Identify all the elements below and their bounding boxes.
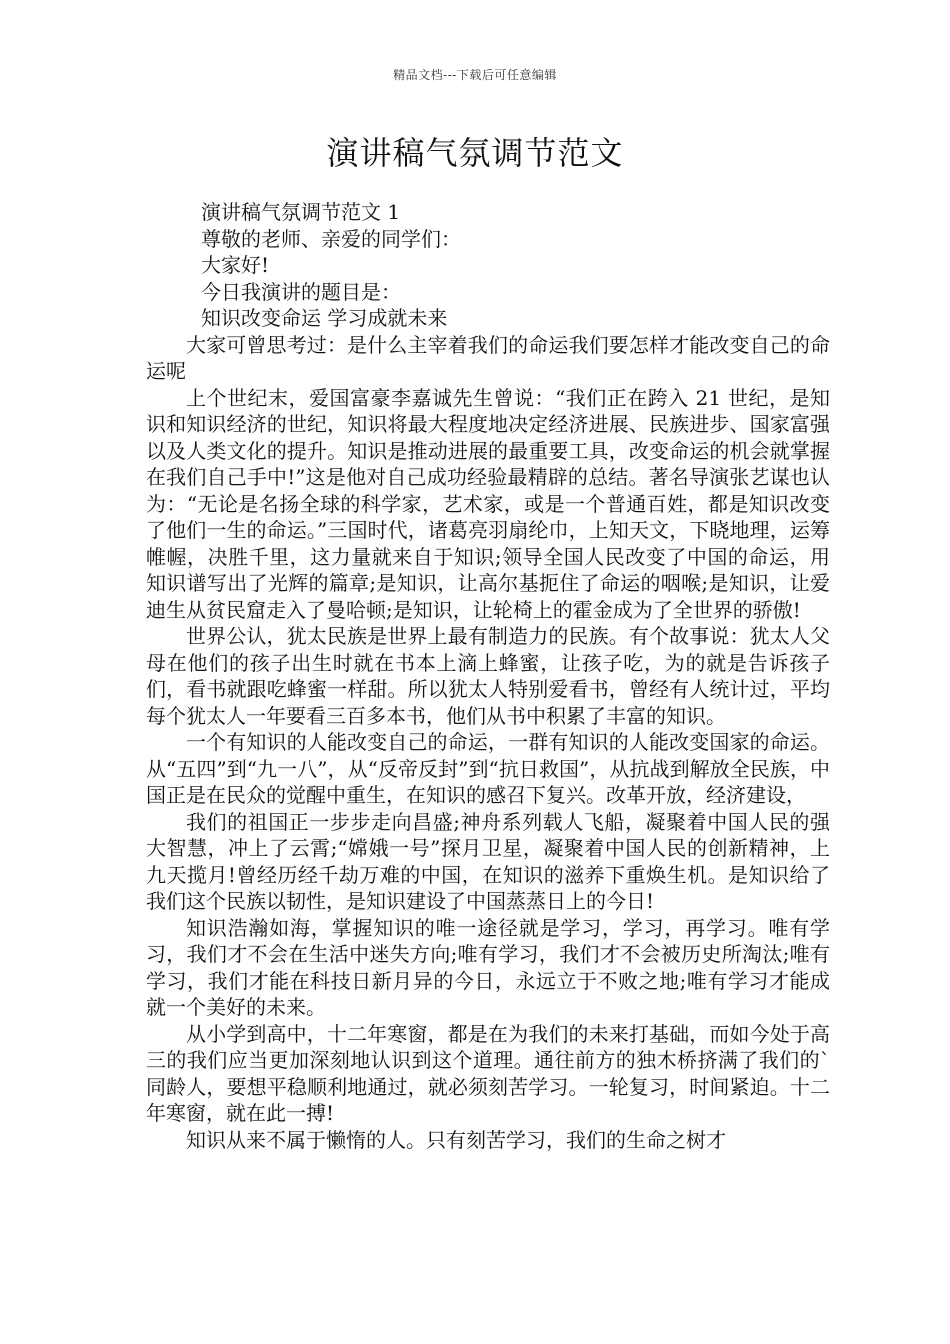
document-body	[146, 199, 830, 1153]
body-paragraph: 知识浩瀚如海，掌握知识的唯一途径就是学习，学习，再学习。唯有学习，我们才不会在生活中迷失方向;唯有学习，我们才不会被历史所淘汰;唯有学习，我们才能在科技日新月异的今日，永远立于不败之地;唯有学习才能成就一个美好的未来。	[146, 915, 830, 1019]
body-paragraph: 一个有知识的人能改变自己的命运，一群有知识的人能改变国家的命运。从“五四”到“九一八”，从“反帝反封”到“抗日救国”，从抗战到解放全民族，中国正是在民众的觉醒中重生，在知识的感召下复兴。改革开放，经济建设，	[146, 730, 830, 807]
intro-line: 大家好!	[201, 253, 270, 277]
speech-topic: 知识改变命运 学习成就未来	[201, 306, 448, 330]
body-paragraph: 我们的祖国正一步步走向昌盛;神舟系列载人飞船，凝聚着中国人民的强大智慧，冲上了云霄;“嫦娥一号”探月卫星，凝聚着中国人民的创新精神，上九天揽月!曾经历经千劫万难的中国，在知识的滋养下重焕生机。是知识给了我们这个民族以韧性，是知识建设了中国蒸蒸日上的今日!	[146, 809, 830, 913]
body-paragraph: 从小学到高中，十二年寒窗，都是在为我们的未来打基础，而如今处于高三的我们应当更加深刻地认识到这个道理。通往前方的独木桥挤满了我们的`同龄人，要想平稳顺利地通过，就必须刻苦学习。一轮复习，时间紧迫。十二年寒窗，就在此一搏!	[146, 1021, 830, 1125]
body-paragraph: 知识从来不属于懒惰的人。只有刻苦学习，我们的生命之树才	[186, 1127, 726, 1152]
header-note: 精品文档---下载后可任意编辑	[393, 68, 557, 82]
body-paragraph: 上个世纪末，爱国富豪李嘉诚先生曾说：“我们正在跨入 21 世纪，是知识和知识经济的世纪，知识将最大程度地决定经济进展、民族进步、国家富强以及人类文化的提升。知识是推动进展的最重要工具，改变命运的机会就掌握在我们自己手中!”这是他对自己成功经验最精辟的总结。著名导演张艺谋也认为：“无论是名扬全球的科学家，艺术家，或是一个普通百姓，都是知识改变了他们一生的命运。”三国时代，诸葛亮羽扇纶巾，上知天文，下晓地理，运筹帷幄，决胜千里，这力量就来自于知识;领导全国人民改变了中国的命运，用知识谱写出了光辉的篇章;是知识，让高尔基扼住了命运的咽喉;是知识，让爱迪生从贫民窟走入了曼哈顿;是知识，让轮椅上的霍金成为了全世界的骄傲!	[146, 385, 830, 622]
intro-line: 今日我演讲的题目是：	[201, 279, 401, 304]
intro-line: 尊敬的老师、亲爱的同学们：	[201, 226, 461, 251]
body-paragraph: 世界公认，犹太民族是世界上最有制造力的民族。有个故事说：犹太人父母在他们的孩子出生时就在书本上滴上蜂蜜，让孩子吃，为的就是告诉孩子们，看书就跟吃蜂蜜一样甜。所以犹太人特别爱看书，曾经有人统计过，平均每个犹太人一年要看三百多本书，他们从书中积累了丰富的知识。	[146, 624, 830, 728]
document-title: 演讲稿气氛调节范文	[326, 134, 624, 172]
body-paragraph: 大家可曾思考过：是什么主宰着我们的命运我们要怎样才能改变自己的命运呢	[146, 332, 830, 383]
intro-line: 演讲稿气氛调节范文 1	[201, 200, 401, 224]
